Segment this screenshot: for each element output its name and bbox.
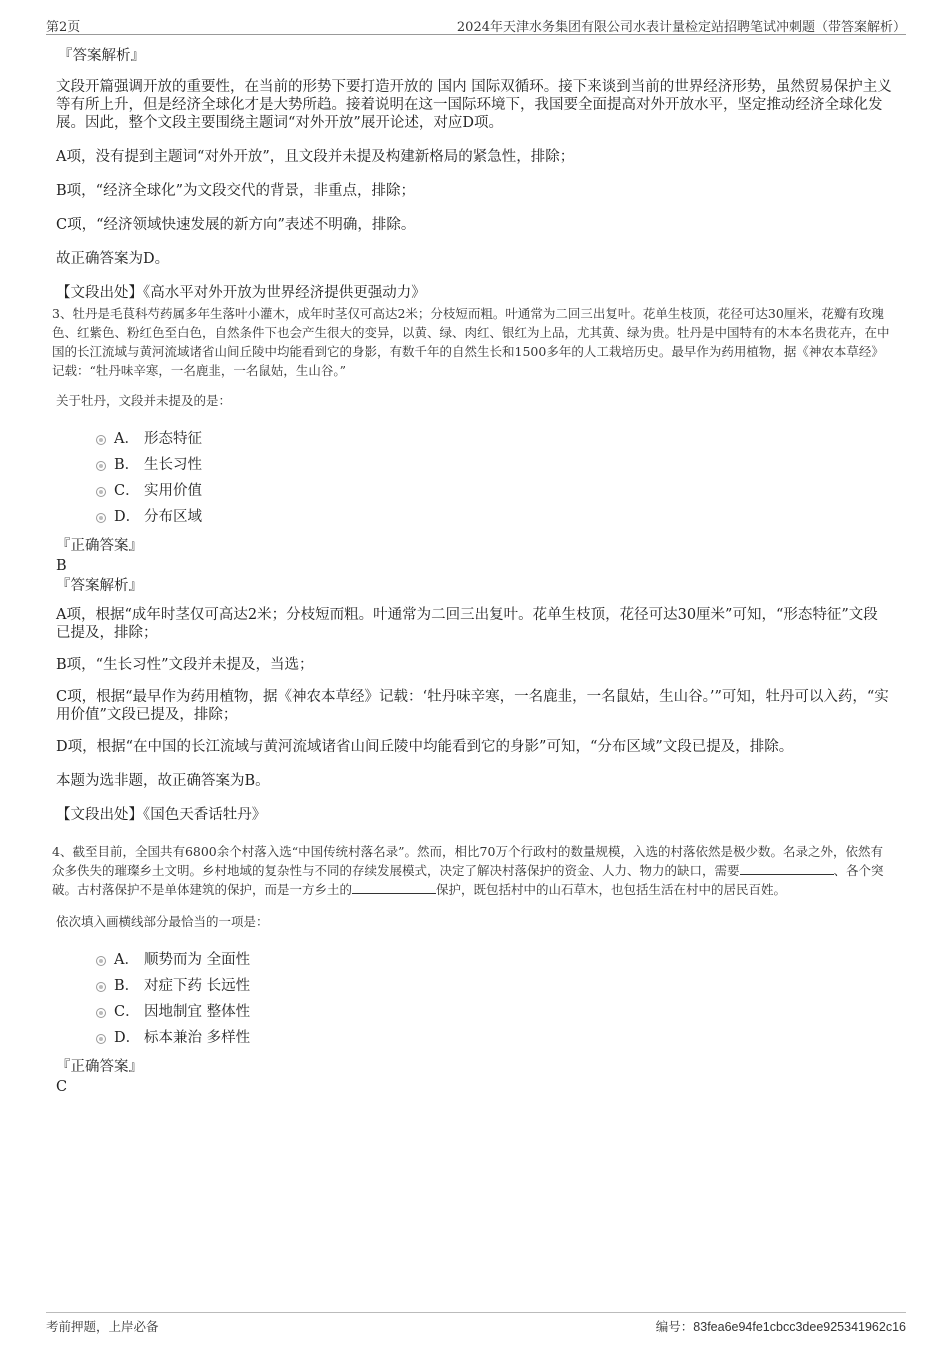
analysis-conclusion: 故正确答案为D。 [56,251,170,267]
analysis-label: 『答案解析』 [58,48,145,64]
option-b[interactable]: B． 生长习性 [96,452,892,478]
source-citation: 【文段出处】《国色天香话牡丹》 [56,807,267,823]
page-footer [46,1312,906,1337]
option-b[interactable]: B． 对症下药 长远性 [96,973,892,999]
page-number: 第2页 [46,20,81,35]
radio-icon[interactable] [96,982,106,992]
source-citation: 【文段出处】《高水平对外开放为世界经济提供更强动力》 [56,285,426,301]
question-text: 3、牡丹是毛茛科芍药属多年生落叶小灌木，成年时茎仅可高达2米；分枝短而粗。叶通常为二回三出复叶。花单生枝顶，花径可达30厘米，花瓣有玫瑰色、红紫色、粉红色至白色，自然条件下也会产生很大的变异，以黄、绿、肉红、银红为上品，尤其黄、绿为贵。牡丹是中国特有的木本名贵花卉，在中国的长江流域与黄河流域诸省山间丘陵中均能看到它的身影，有数千年的自然生长和1500多年的人工栽培历史。最早作为药用植物，据《神农本草经》记载：“牡丹味辛寒，一名鹿韭，一名鼠姑，生山谷。” [52,306,890,378]
analysis-option-b: B项，“生长习性”文段并未提及，当选； [56,657,314,673]
option-a[interactable]: A． 形态特征 [96,426,892,452]
analysis-text: 文段开篇强调开放的重要性，在当前的形势下要打造开放的 国内 国际双循环。接下来谈到当前的世界经济形势，虽然贸易保护主义等有所上升，但是经济全球化才是大势所趋。接着说明在这一国际环境下，我国要全面提高对外开放水平，坚定推动经济全球化发展。因此，整个文段主要围绕主题词“对外开放”展开论述，对应D项。 [56,79,892,131]
option-d[interactable]: D． 标本兼治 多样性 [96,1025,892,1051]
radio-icon[interactable] [96,513,106,523]
fill-blank-1 [740,862,834,875]
radio-icon[interactable] [96,487,106,497]
radio-icon[interactable] [96,1008,106,1018]
radio-icon[interactable] [96,461,106,471]
question-text: 4、截至目前，全国共有6800余个村落入选“中国传统村落名录”。然而，相比70万个行政村的数量规模，入选的村落依然是极少数。名录之外，依然有众多佚失的璀璨乡土文明。乡村地域的复杂性与不同的存续发展模式，决定了解决村落保护的资金、人力、物力的缺口，需要 、各个突破。古村落保护不是单体建筑的保护，而是一方乡土的 保护，既包括村中的山石草木，也包括生活在村中的居民百姓。 [52,844,884,897]
option-list [56,947,892,1051]
option-c[interactable]: C． 实用价值 [96,478,892,504]
question-3 [52,304,892,824]
analysis-option-d: D项，根据“在中国的长江流域与黄河流域诸省山间丘陵中均能看到它的身影”可知，“分布区域”文段已提及，排除。 [56,739,794,755]
question-prompt: 关于牡丹，文段并未提及的是： [56,393,232,408]
analysis-option-c: C项，根据“最早作为药用植物，据《神农本草经》记载：‘牡丹味辛寒，一名鹿韭，一名鼠姑，生山谷。’”可知，牡丹可以入药，“实用价值”文段已提及，排除； [56,689,889,723]
option-a[interactable]: A． 顺势而为 全面性 [96,947,892,973]
correct-answer: C [56,1079,68,1095]
analysis-option-a: A项，根据“成年时茎仅可高达2米；分枝短而粗。叶通常为二回三出复叶。花单生枝顶，花径可达30厘米”可知，“形态特征”文段已提及，排除； [56,607,878,641]
analysis-option-c: C项，“经济领域快速发展的新方向”表述不明确，排除。 [56,217,416,233]
option-c[interactable]: C． 因地制宜 整体性 [96,999,892,1025]
answer-label: 『正确答案』 [56,538,143,554]
radio-icon[interactable] [96,956,106,966]
document-code: 编号：83fea6e94fe1cbcc3dee925341962c16 [655,1319,906,1334]
page-header [46,14,906,35]
analysis-label: 『答案解析』 [56,578,143,594]
correct-answer: B [56,558,67,574]
option-list [56,426,892,530]
q2-analysis-section [56,46,892,302]
fill-blank-2 [352,881,436,894]
question-prompt: 依次填入画横线部分最恰当的一项是： [56,914,269,929]
answer-label: 『正确答案』 [56,1059,143,1075]
radio-icon[interactable] [96,435,106,445]
analysis-conclusion: 本题为选非题，故正确答案为B。 [56,773,270,789]
question-4 [52,842,892,1097]
document-body [52,46,892,1101]
analysis-option-b: B项，“经济全球化”为文段交代的背景，非重点，排除； [56,183,415,199]
footer-slogan: 考前押题，上岸必备 [46,1319,159,1334]
option-d[interactable]: D． 分布区域 [96,504,892,530]
radio-icon[interactable] [96,1034,106,1044]
analysis-option-a: A项，没有提到主题词“对外开放”，且文段并未提及构建新格局的紧急性，排除； [56,149,575,165]
document-title: 2024年天津水务集团有限公司水表计量检定站招聘笔试冲刺题（带答案解析） [456,20,906,35]
